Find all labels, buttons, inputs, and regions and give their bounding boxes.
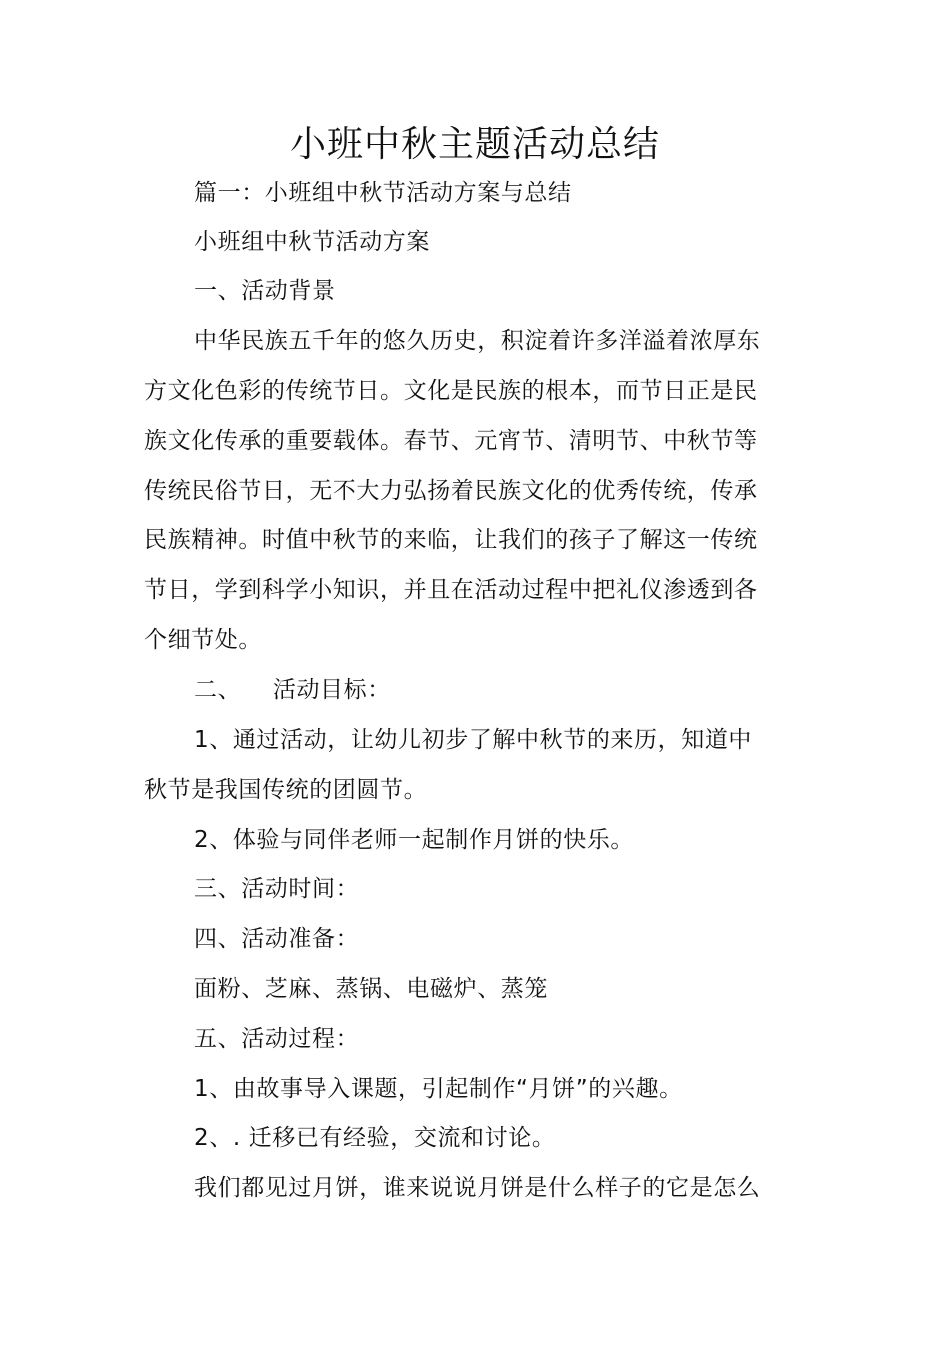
paragraph-line: 个细节处。 — [144, 627, 262, 653]
section-heading: 篇一：小班组中秋节活动方案与总结 — [194, 180, 572, 206]
paragraph-line: 民族精神。时值中秋节的来临，让我们的孩子了解这一传统 — [144, 527, 758, 553]
section-heading: 四、活动准备： — [194, 926, 360, 952]
section-heading: 二、 活动目标： — [194, 677, 391, 703]
paragraph-line: 中华民族五千年的悠久历史，积淀着许多洋溢着浓厚东 — [194, 328, 761, 354]
paragraph-line: 传统民俗节日，无不大力弘扬着民族文化的优秀传统，传承 — [144, 478, 758, 504]
list-item-line: 1、由故事导入课题，引起制作“月饼”的兴趣。 — [194, 1076, 683, 1102]
paragraph-line: 方文化色彩的传统节日。文化是民族的根本，而节日正是民 — [144, 378, 758, 404]
paragraph-line: 节日，学到科学小知识，并且在活动过程中把礼仪渗透到各 — [144, 577, 758, 603]
list-item-line: 2、. 迁移已有经验，交流和讨论。 — [194, 1125, 556, 1151]
section-heading: 一、活动背景 — [194, 278, 336, 304]
section-heading: 三、活动时间： — [194, 876, 360, 902]
section-heading: 五、活动过程： — [194, 1026, 360, 1052]
document-title: 小班中秋主题活动总结 — [289, 124, 660, 165]
paragraph-line: 族文化传承的重要载体。春节、元宵节、清明节、中秋节等 — [144, 428, 758, 454]
list-item-line: 1、通过活动，让幼儿初步了解中秋节的来历，知道中 — [194, 727, 753, 753]
list-item-line: 秋节是我国传统的团圆节。 — [144, 777, 428, 803]
paragraph-line: 面粉、芝麻、蒸锅、电磁炉、蒸笼 — [194, 976, 548, 1002]
list-item-line: 2、体验与同伴老师一起制作月饼的快乐。 — [194, 827, 635, 853]
subheading: 小班组中秋节活动方案 — [194, 229, 430, 255]
paragraph-line: 我们都见过月饼，谁来说说月饼是什么样子的它是怎么 — [194, 1175, 761, 1201]
